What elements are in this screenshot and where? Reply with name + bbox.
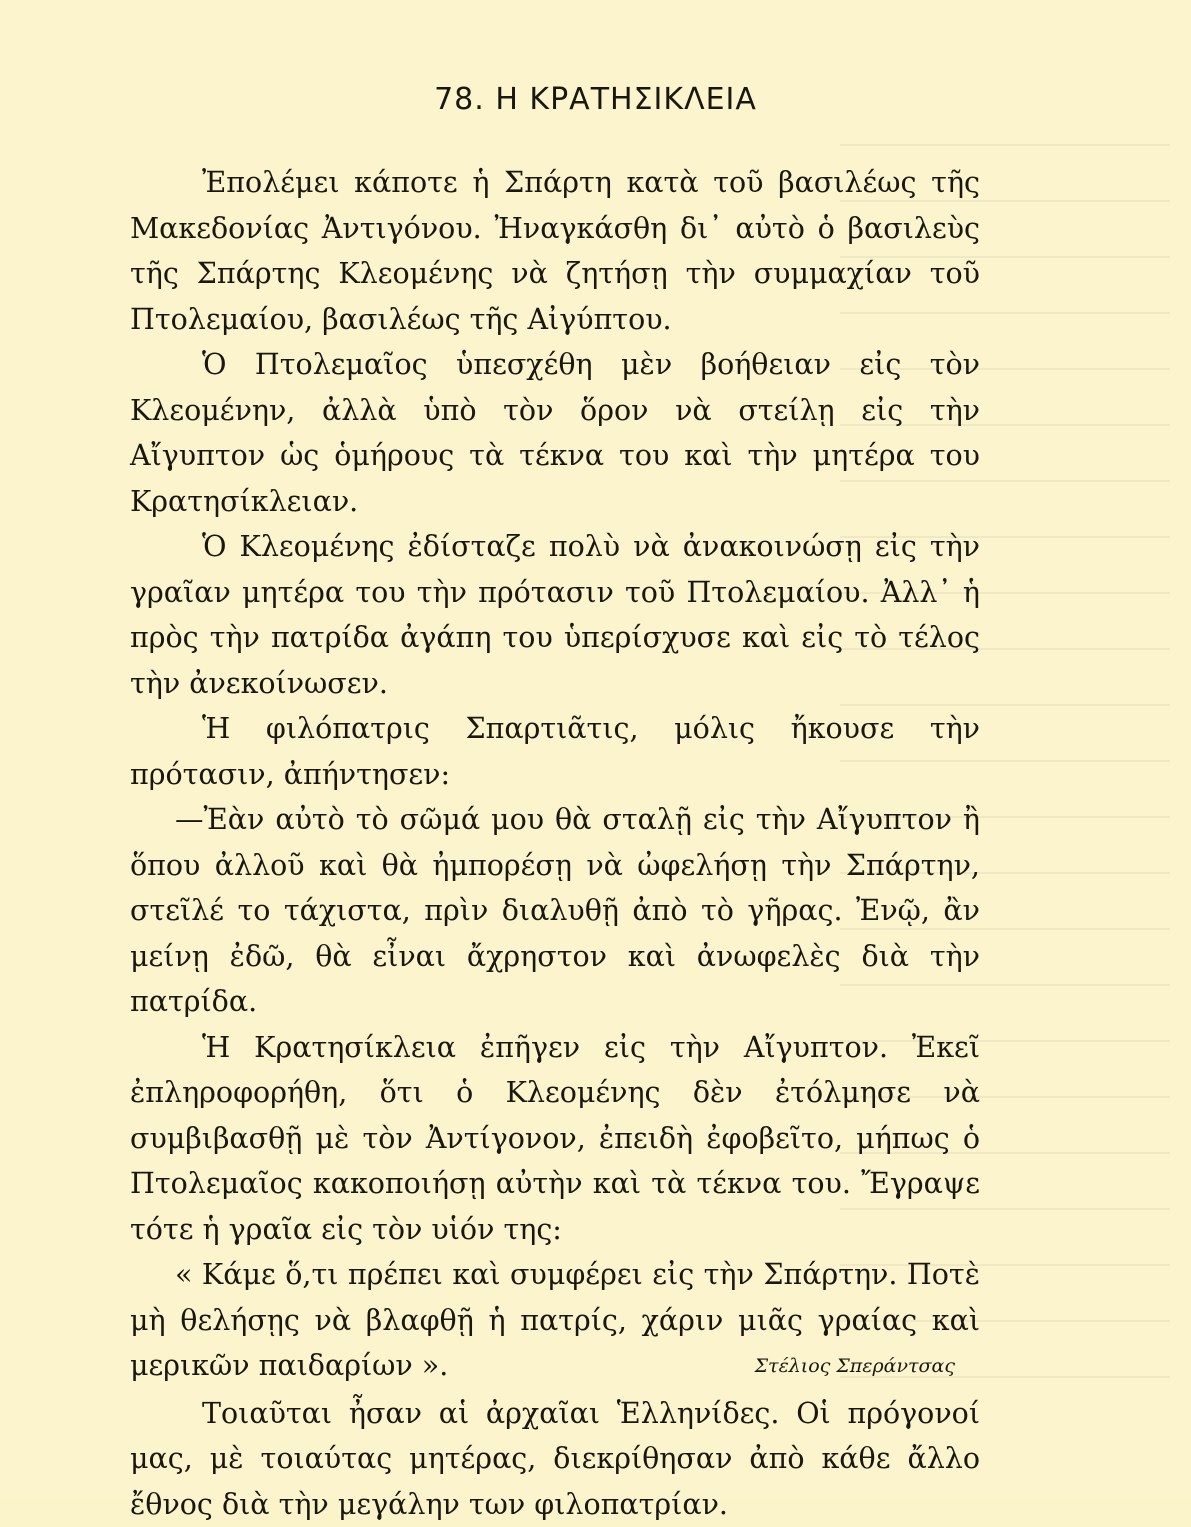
paragraph-closing: Τοιαῦται ἦσαν αἱ ἀρχαῖαι Ἑλληνίδες. Οἱ πρόγονοί μας, μὲ τοιαύτας μητέρας, διεκρίθησαν ἀπὸ κάθε ἄλλο ἔθνος διὰ τὴν μεγάλην των φιλοπατρίαν. bbox=[130, 1391, 980, 1527]
paragraph-dialogue: —Ἐὰν αὐτὸ τὸ σῶμά μου θὰ σταλῇ εἰς τὴν Αἴγυπτον ἢ ὅπου ἀλλοῦ καὶ θὰ ἠμπορέσῃ νὰ ὠφελήσῃ τὴν Σπάρτην, στεῖλέ το τάχιστα, πρὶν διαλυθῇ ἀπὸ τὸ γῆρας. Ἐνῷ, ἂν μείνῃ ἐδῶ, θὰ εἶναι ἄχρηστον καὶ ἀνωφελὲς διὰ τὴν πατρίδα. bbox=[130, 797, 980, 1025]
page-title: 78. Η ΚΡΑΤΗΣΙΚΛΕΙΑ bbox=[0, 82, 1191, 117]
paragraph-quote: « Κάμε ὅ,τι πρέπει καὶ συμφέρει εἰς τὴν Σπάρτην. Ποτὲ μὴ θελήσῃς νὰ βλαφθῇ ἡ πατρίς, χάριν μιᾶς γραίας καὶ μερικῶν παιδαρίων ». bbox=[130, 1252, 980, 1389]
paragraph-3: Ὁ Κλεομένης ἐδίσταζε πολὺ νὰ ἀνακοινώσῃ εἰς τὴν γραῖαν μητέρα του τὴν πρότασιν τοῦ Πτολεμαίου. Ἀλλ᾽ ἡ πρὸς τὴν πατρίδα ἀγάπη του ὑπερίσχυσε καὶ εἰς τὸ τέλος τὴν ἀνεκοίνωσεν. bbox=[130, 524, 980, 706]
paragraph-6: Ἡ Κρατησίκλεια ἐπῆγεν εἰς τὴν Αἴγυπτον. Ἐκεῖ ἐπληροφορήθη, ὅτι ὁ Κλεομένης δὲν ἐτόλμησε νὰ συμβιβασθῇ μὲ τὸν Ἀντίγονον, ἐπειδὴ ἐφοβεῖτο, μήπως ὁ Πτολεμαῖος κακοποιήσῃ αὐτὴν καὶ τὰ τέκνα του. Ἔγραψε τότε ἡ γραῖα εἰς τὸν υἱόν της: bbox=[130, 1025, 980, 1253]
paragraph-2: Ὁ Πτολεμαῖος ὑπεσχέθη μὲν βοήθειαν εἰς τὸν Κλεομένην, ἀλλὰ ὑπὸ τὸν ὅρον νὰ στείλῃ εἰς τὴν Αἴγυπτον ὡς ὁμήρους τὰ τέκνα του καὶ τὴν μητέρα του Κρατησίκλειαν. bbox=[130, 342, 980, 524]
body-text bbox=[130, 160, 980, 1527]
author-signature: Στέλιος Σπεράντσας bbox=[755, 1355, 955, 1377]
paragraph-4: Ἡ φιλόπατρις Σπαρτιᾶτις, μόλις ἤκουσε τὴν πρότασιν, ἀπήντησεν: bbox=[130, 706, 980, 797]
paragraph-1: Ἐπολέμει κάποτε ἡ Σπάρτη κατὰ τοῦ βασιλέως τῆς Μακεδονίας Ἀντιγόνου. Ἠναγκάσθη δι᾽ αὐτὸ ὁ βασιλεὺς τῆς Σπάρτης Κλεομένης νὰ ζητήσῃ τὴν συμμαχίαν τοῦ Πτολεμαίου, βασιλέως τῆς Αἰγύπτου. bbox=[130, 160, 980, 342]
